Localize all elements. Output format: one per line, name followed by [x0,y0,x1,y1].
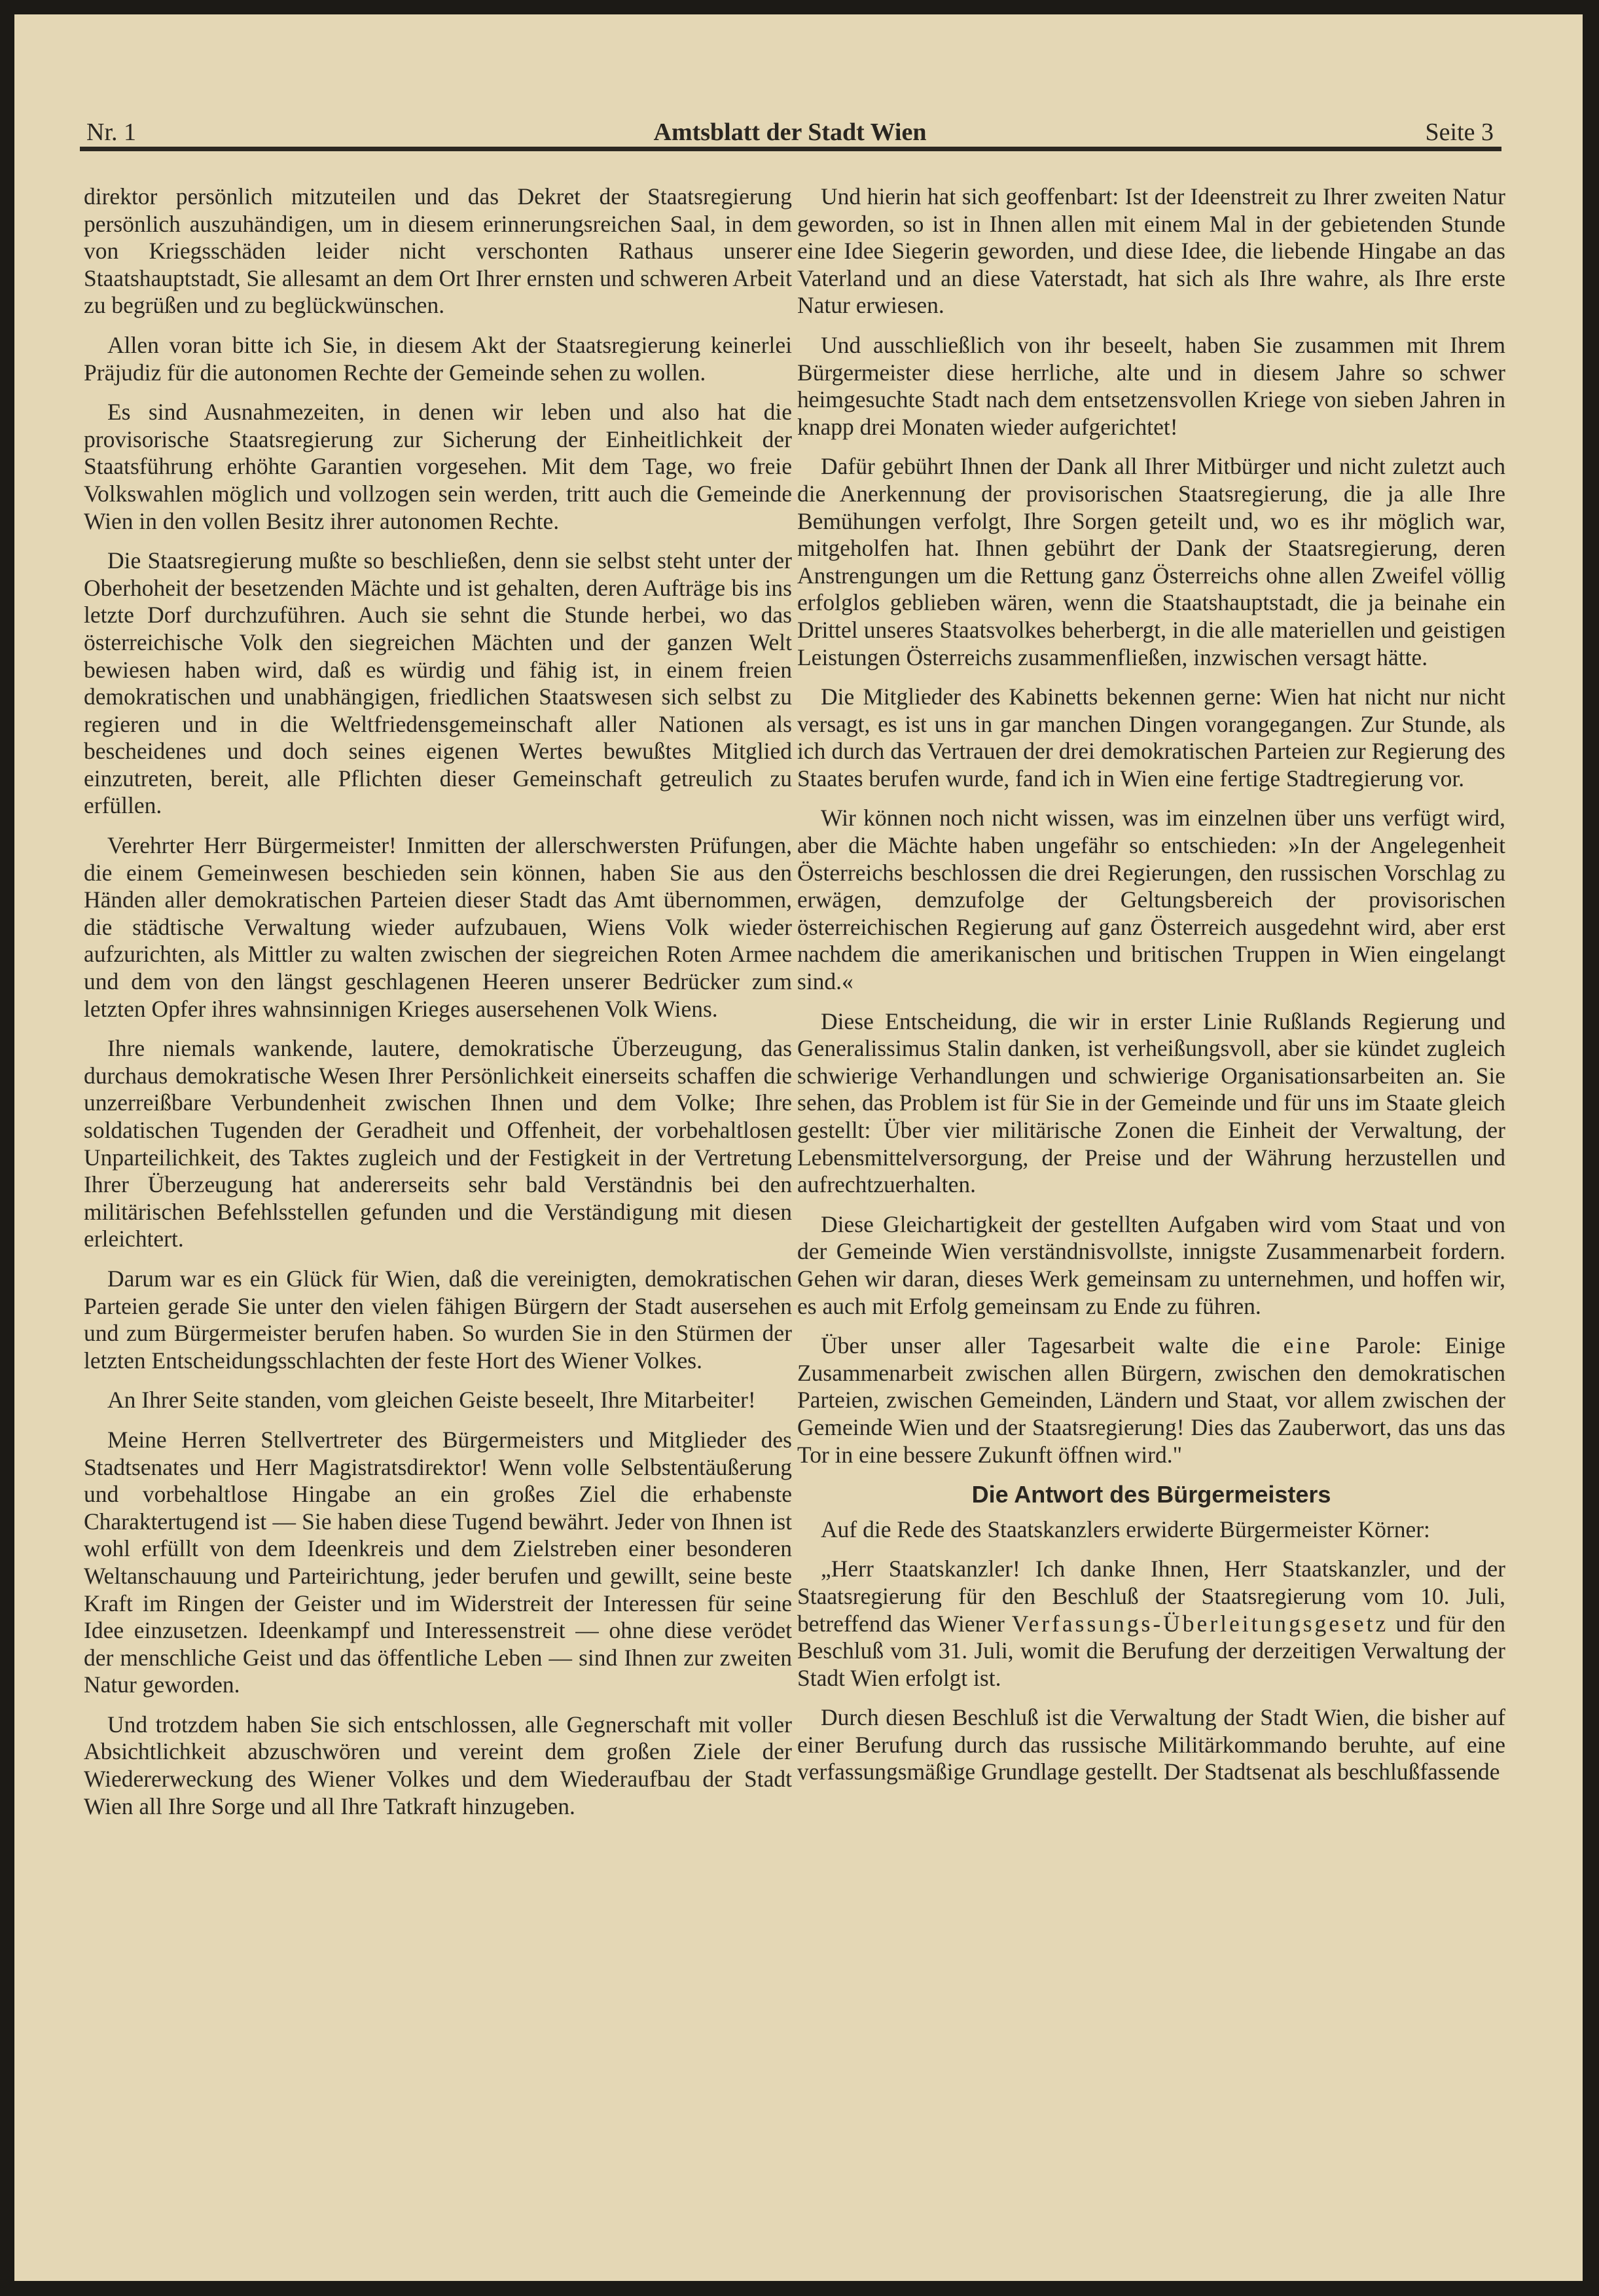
text-run: Parole: Einige Zusammenarbeit zwischen allen Bürgern, zwischen den demokratischen Parteien, zwischen Gemeinden, Ländern und Staat, vor allem zwischen der Gemeinde Wien und der Staatsregierung! Dies das Zauberwort, das uns das Tor in eine bessere Zukunft öffnen wird." [797,1332,1505,1468]
issue-number: Nr. 1 [86,118,136,146]
paragraph: Und trotzdem haben Sie sich entschlossen, alle Gegnerschaft mit voller Absichtlichkeit abzuschwören und vereint dem großen Ziele der Wiedererweckung des Wiener Volkes und dem Wiederaufbau der Stadt Wien all Ihre Sorge und all Ihre Tatkraft hinzugeben. [84,1711,792,1819]
paragraph: Auf die Rede des Staatskanzlers erwiderte Bürgermeister Körner: [821,1516,1430,1542]
paragraph [797,1332,1505,1468]
paragraph: Darum war es ein Glück für Wien, daß die vereinigten, demokratischen Parteien gerade Sie unter den vielen fähigen Bürgern der Stadt ausersehen und zum Bürgermeister berufen haben. So wurden Sie in den Stürmen der letzten Entscheidungsschlachten der feste Hort des Wiener Volkes. [84,1265,792,1374]
left-column [84,183,792,1832]
paragraph: Diese Entscheidung, die wir in erster Linie Rußlands Regierung und Generalissimus Stalin danken, ist verheißungsvoll, aber sie kündet zugleich schwierige Verhandlungen und schwierige Organisationsarbeiten an. Sie sehen, das Problem ist für Sie in der Gemeinde und für uns im Staate gleich gestellt: Über vier militärische Zonen die Einheit der Verwaltung, der Lebensmittelversorgung, der Preise und der Währung herzustellen und aufrechtzuerhalten. [797,1008,1505,1198]
paragraph: Die Staatsregierung mußte so beschließen, denn sie selbst steht unter der Oberhoheit der besetzenden Mächte und ist gehalten, deren Aufträge bis ins letzte Dorf durchzuführen. Auch sie sehnt die Stunde herbei, wo das österreichische Volk den siegreichen Mächten und der ganzen Welt bewiesen haben wird, daß es würdig und fähig ist, in einem freien demokratischen und unabhängigen, friedlichen Staatswesen sich selbst zu regieren und in die Weltfriedensgemeinschaft aller Nationen als bescheidenes und doch seines eigenen Wertes bewußtes Mitglied einzutreten, bereit, alle Pflichten dieser Gemeinschaft getreulich zu erfüllen. [84,547,792,819]
paragraph: Die Mitglieder des Kabinetts bekennen gerne: Wien hat nicht nur nicht versagt, es ist uns in gar manchen Dingen vorangegangen. Zur Stunde, als ich durch das Vertrauen der drei demokratischen Parteien zur Regierung des Staates berufen wurde, fand ich in Wien eine fertige Stadtregierung vor. [797,683,1505,792]
text-run: Über unser aller Tagesarbeit walte die [821,1332,1284,1359]
paragraph: direktor persönlich mitzuteilen und das Dekret der Staatsregierung persönlich auszuhändigen, um in diesem erinnerungsreichen Saal, in dem von Kriegsschäden leider nicht verschonten Rathaus unserer Staatshauptstadt, Sie allesamt an dem Ort Ihrer ernsten und schweren Arbeit zu begrüßen und zu beglückwünschen. [84,183,792,319]
text-run: „Herr Staatskanzler! Ich danke Ihnen, Herr Staatskanzler, und der Staatsregierung für den Beschluß der Staatsregierung vom 10. Juli, betreffend das Wiener [797,1556,1505,1637]
paragraph: Dafür gebührt Ihnen der Dank all Ihrer Mitbürger und nicht zuletzt auch die Anerkennung der provisorischen Staatsregierung, die ja alle Ihre Bemühungen verfolgt, Ihre Sorgen geteilt und, wo es ihr möglich war, mitgeholfen hat. Ihnen gebührt der Dank der Staatsregierung, deren Anstrengungen um die Rettung ganz Österreichs ohne allen Zweifel völlig erfolglos geblieben wären, wenn die Staatshauptstadt, die ja beinahe ein Drittel unseres Staatsvolkes beherbergt, in die alle materiellen und geistigen Leistungen Österreichs zusammenfließen, inzwischen versagt hätte. [797,453,1505,670]
paragraph: Diese Gleichartigkeit der gestellten Aufgaben wird vom Staat und von der Gemeinde Wien verständnisvollste, innigste Zusammenarbeit fordern. Gehen wir daran, dieses Werk gemeinsam zu unternehmen, und hoffen wir, es auch mit Erfolg gemeinsam zu Ende zu führen. [797,1211,1505,1319]
page-number: Seite 3 [1425,118,1494,146]
header-rule [80,147,1501,151]
spaced-emphasis: eine [1283,1332,1333,1359]
paragraph: Es sind Ausnahmezeiten, in denen wir leben und also hat die provisorische Staatsregierung zur Sicherung der Einheitlichkeit der Staatsführung erhöhte Garantien vorgesehen. Mit dem Tage, wo freie Volkswahlen möglich und vollzogen sein werden, tritt auch die Gemeinde Wien in den vollen Besitz ihrer autonomen Rechte. [84,399,792,534]
page-header [80,113,1500,152]
paragraph: Und hierin hat sich geoffenbart: Ist der Ideenstreit zu Ihrer zweiten Natur geworden, so ist in Ihnen allen mit einem Mal in der gebietenden Stunde eine Idee Siegerin geworden, und diese Idee, die liebende Hingabe an das Vaterland und an diese Vaterstadt, hat sich als Ihre wahre, als Ihre erste Natur erwiesen. [797,183,1505,319]
paragraph: Wir können noch nicht wissen, was im einzelnen über uns verfügt wird, aber die Mächte haben ungefähr so entschieden: »In der Angelegenheit Österreichs beschlossen die drei Regierungen, den russischen Vorschlag zu erwägen, demzufolge der Geltungsbereich der provisorischen österreichischen Regierung auf ganz Österreich ausgedehnt wird, aber erst nachdem die amerikanischen und britischen Truppen in Wien eingelangt sind.« [797,805,1505,995]
publication-title: Amtsblatt der Stadt Wien [653,118,927,146]
paragraph [797,1556,1505,1692]
paragraph: Verehrter Herr Bürgermeister! Inmitten der allerschwersten Prüfungen, die einem Gemeinwesen beschieden sein können, haben Sie aus den Händen aller demokratischen Parteien dieser Stadt das Amt übernommen, die städtische Verwaltung wieder aufzubauen, Wiens Volk wieder aufzurichten, als Mittler zu walten zwischen der siegreichen Roten Armee und dem von den längst geschlagenen Heeren unserer Bedrücker zum letzten Opfer ihres wahnsinnigen Krieges ausersehenen Volk Wiens. [84,832,792,1022]
newspaper-page [14,14,1583,2281]
paragraph: Allen voran bitte ich Sie, in diesem Akt der Staatsregierung keinerlei Präjudiz für die autonomen Rechte der Gemeinde sehen zu wollen. [84,331,792,386]
text-run: und für den Beschluß vom 31. Juli, womit die Berufung der derzeitigen Verwaltung der Stadt Wien erfolgt ist. [797,1610,1505,1691]
paragraph: An Ihrer Seite standen, vom gleichen Geiste beseelt, Ihre Mitarbeiter! [107,1387,756,1413]
right-column [797,183,1505,1798]
paragraph: Und ausschließlich von ihr beseelt, haben Sie zusammen mit Ihrem Bürgermeister diese herrliche, alte und in diesem Jahre so schwer heimgesuchte Stadt nach dem entsetzensvollen Kriege von sieben Jahren in knapp drei Monaten wieder aufgerichtet! [797,331,1505,440]
spaced-emphasis: Verfassungs-Überleitungsgesetz [1011,1610,1389,1637]
section-heading: Die Antwort des Bürgermeisters [971,1481,1331,1508]
paragraph: Ihre niemals wankende, lautere, demokratische Überzeugung, das durchaus demokratische Wesen Ihrer Persönlichkeit einerseits schaffen die unzerreißbare Verbundenheit zwischen Ihnen und dem Volke; Ihre soldatischen Tugenden der Geradheit und Offenheit, der vorbehaltlosen Unparteilichkeit, des Taktes zugleich und der Festigkeit in der Vertretung Ihrer Überzeugung hat andererseits sehr bald Verständnis bei den militärischen Befehlsstellen gefunden und die Verständigung mit diesen erleichtert. [84,1035,792,1252]
paragraph: Durch diesen Beschluß ist die Verwaltung der Stadt Wien, die bisher auf einer Berufung durch das russische Militärkommando beruhte, auf eine verfassungsmäßige Grundlage gestellt. Der Stadtsenat als beschlußfassende [797,1704,1505,1785]
paragraph: Meine Herren Stellvertreter des Bürgermeisters und Mitglieder des Stadtsenates und Herr Magistratsdirektor! Wenn volle Selbstentäußerung und vorbehaltlose Hingabe an ein großes Ziel die erhabenste Charaktertugend ist — Sie haben diese Tugend bewährt. Jeder von Ihnen ist wohl erfüllt von dem Ideenkreis und dem Zielstreben einer besonderen Weltanschauung und Parteirichtung, jeder berufen und gewillt, seine beste Kraft im Ringen der Geister und im Widerstreit der Interessen für seine Idee einzusetzen. Ideenkampf und Interessenstreit — ohne diese verödet der menschliche Geist und das öffentliche Leben — sind Ihnen zur zweiten Natur geworden. [84,1426,792,1698]
